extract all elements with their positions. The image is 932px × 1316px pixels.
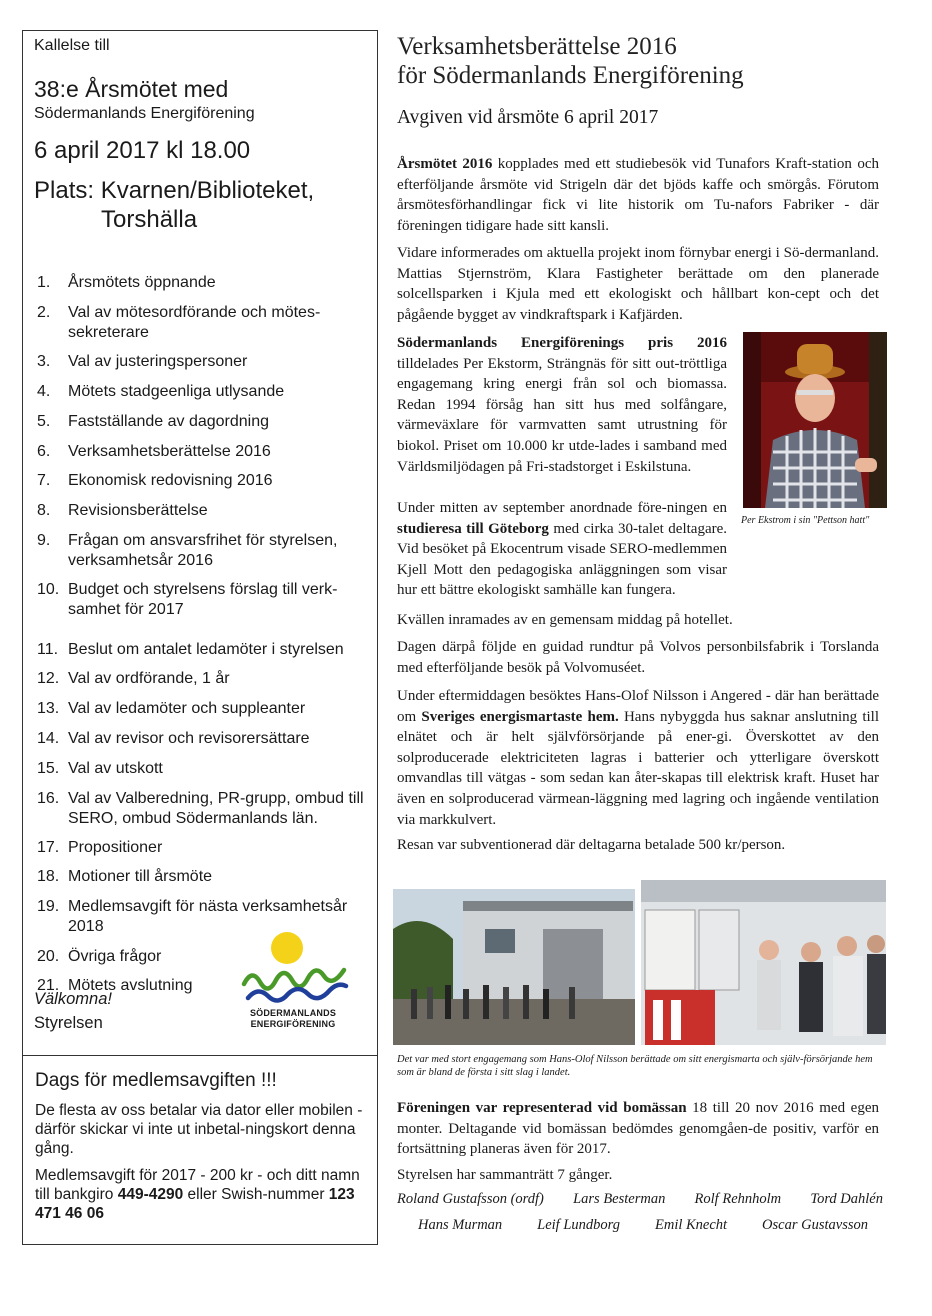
agenda-number: 11. bbox=[37, 641, 59, 658]
board-member: Tord Dahlén bbox=[810, 1191, 883, 1207]
paragraph-highlight: studieresa till Göteborg bbox=[397, 520, 549, 537]
paragraph-text: med cirka 30-talet deltagare. Vid besöket på Ekocentrum visade SERO-medlemmen Kjell Mott den pedagogiska anläggningen som visar hur ett bättre ekologiskt samhälle kan fungera. bbox=[397, 520, 727, 599]
fee-payment-details bbox=[35, 1166, 365, 1223]
agenda-text: Budget och styrelsens förslag till verk-samhet för 2017 bbox=[68, 581, 338, 618]
agenda-text: Årsmötets öppnande bbox=[68, 274, 216, 291]
sun-icon bbox=[271, 932, 303, 964]
agenda-text: Val av ledamöter och suppleanter bbox=[68, 700, 306, 717]
agenda-number: 19. bbox=[37, 898, 60, 915]
agenda-text: Medlemsavgift för nästa verksamhetsår 2018 bbox=[68, 898, 348, 935]
paragraph-text: Hans nybyggda hus saknar anslutning till elnätet och är helt självförsörjande på ener-gi. Överskottet av den solproducerade elektriciteten lagras i batterier och ytterligare överskott omvandlas till vätgas - som sedan kan åter-skapas till elektrisk kraft. Huset har även en solproducerad värmean-läggning med lagring och ingående ventilation via markkulvert. bbox=[397, 708, 880, 828]
agenda-text: Övriga frågor bbox=[68, 948, 162, 965]
agenda-number: 9. bbox=[37, 532, 51, 549]
paragraph-board-meetings: Styrelsen har sammanträtt 7 gånger. bbox=[397, 1167, 613, 1183]
invitation-box bbox=[22, 30, 378, 1056]
agenda-number: 18. bbox=[37, 868, 60, 885]
logo-text-line: ENERGIFÖRENING bbox=[250, 1019, 336, 1029]
agenda-text: Motioner till årsmöte bbox=[68, 868, 213, 885]
agenda-text: Beslut om antalet ledamöter i styrelsen bbox=[68, 641, 344, 658]
logo-text-line: SÖDERMANLANDS bbox=[249, 1008, 337, 1018]
fee-text: Medlemsavgift för 2017 - 200 kr - och ditt namn till bankgiro bbox=[35, 1167, 360, 1203]
agenda-number: 6. bbox=[37, 443, 51, 460]
paragraph-projects: Vidare informerades om aktuella projekt inom förnybar energi i Sö-dermanland. Mattias Stjernström, Klara Fastigheter berättade om den planerade solcellsparken i Kjula med ett ekologiskt och hållbart kon-cept och det pågående bygget av vindkraftspark i Kafjärden. bbox=[397, 245, 879, 323]
agenda-text: Propositioner bbox=[68, 839, 163, 856]
paragraph-volvo: Dagen därpå följde en guidad rundtur på Volvos personbilsfabrik i Torslanda med efterföljande besök på Volvomuséet. bbox=[397, 639, 879, 676]
portrait-caption: Per Ekstrom i sin "Pettson hatt" bbox=[741, 515, 870, 526]
agenda-number: 12. bbox=[37, 670, 60, 687]
agenda-number: 1. bbox=[37, 274, 51, 291]
portrait-photo bbox=[743, 332, 887, 508]
agenda-number: 15. bbox=[37, 760, 60, 777]
paragraph-lead: Årsmötet 2016 bbox=[397, 156, 493, 172]
agenda-number: 20. bbox=[37, 948, 60, 965]
paragraph-annual-meeting bbox=[397, 154, 879, 236]
meeting-date: 6 april 2017 kl 18.00 bbox=[34, 137, 251, 164]
board-member: Oscar Gustavsson bbox=[762, 1217, 868, 1233]
agenda-number: 10. bbox=[37, 581, 60, 598]
agenda-text: Val av justeringspersoner bbox=[68, 353, 248, 370]
board-member: Hans Murman bbox=[418, 1217, 503, 1233]
house-photo bbox=[393, 889, 635, 1045]
meeting-place-town: Torshälla bbox=[101, 206, 198, 233]
meeting-place: Plats: Kvarnen/Biblioteket, bbox=[34, 177, 315, 204]
paragraph-lead: Södermanlands Energiförenings pris 2016 bbox=[397, 335, 727, 351]
agenda-number: 13. bbox=[37, 700, 60, 717]
agenda-number: 5. bbox=[37, 413, 51, 430]
paragraph-text: kopplades med ett studiebesök vid Tunafors Kraft-station och efterföljande årsmöte vid Strigeln där det bjöds kaffe och smörgås. Förutom årsmötesförhandlingar fick vi lite historik om Tu-nafors Fabriker - där föreningen tidigare hade sitt kansli. bbox=[397, 156, 879, 234]
agenda-text: Mötets avslutning bbox=[68, 977, 193, 994]
board-members-row bbox=[397, 1191, 883, 1208]
fee-paragraph: De flesta av oss betalar via dator eller mobilen - därför skickar vi inte ut inbetal-ningskort denna gång. bbox=[35, 1102, 363, 1157]
agenda-text: Val av utskott bbox=[68, 760, 163, 777]
agenda-number: 4. bbox=[37, 383, 51, 400]
membership-fee-box bbox=[22, 1055, 378, 1245]
report-title-line: för Södermanlands Energiförening bbox=[397, 62, 744, 89]
fee-text: eller Swish-nummer bbox=[183, 1186, 329, 1203]
agenda-number: 16. bbox=[37, 790, 60, 807]
agenda-text: Val av ordförande, 1 år bbox=[68, 670, 230, 687]
agenda-number: 21. bbox=[37, 977, 60, 994]
report-subtitle: Avgiven vid årsmöte 6 april 2017 bbox=[397, 107, 659, 128]
agenda-text: Revisionsberättelse bbox=[68, 502, 208, 519]
invitation-intro: Kallelse till bbox=[34, 37, 110, 54]
paragraph-energy-home bbox=[397, 686, 879, 830]
meeting-organization: Södermanlands Energiförening bbox=[34, 105, 255, 122]
agenda-text: Mötets stadgeenliga utlysande bbox=[68, 383, 285, 400]
photo-caption: Det var med stort engagemang som Hans-Olof Nilsson berättade om sitt energismarta och själv-försörjande hem som är bland de första i sitt slag i landet. bbox=[397, 1054, 873, 1078]
paragraph-text: tilldelades Per Ekstorm, Strängnäs för sitt out-tröttliga engagemang kring energi från sol och biomassa. Redan 1994 försåg han sitt hus med solfångare, värmeväxlare för varmvatten samt utrustning för biokol. Priset om 10.000 kr utde-lades i samband med Världsmiljödagen på Fri-stadstorget i Eskilstuna. bbox=[397, 355, 727, 475]
report-title-line: Verksamhetsberättelse 2016 bbox=[397, 33, 677, 60]
paragraph-study-trip bbox=[397, 498, 727, 601]
paragraph-evening: Kvällen inramades av en gemensam middag på hotellet. bbox=[397, 612, 733, 628]
agenda-number: 3. bbox=[37, 353, 51, 370]
welcome-text: Välkomna! bbox=[34, 990, 112, 1008]
agenda-number: 17. bbox=[37, 839, 60, 856]
paragraph-subsidy: Resan var subventionerad där deltagarna betalade 500 kr/person. bbox=[397, 837, 786, 853]
agenda-number: 7. bbox=[37, 472, 51, 489]
board-member: Lars Besterman bbox=[573, 1191, 666, 1207]
agenda-text: Verksamhetsberättelse 2016 bbox=[68, 443, 271, 460]
board-member: Rolf Rehnholm bbox=[694, 1191, 782, 1207]
logo-green-wave bbox=[244, 970, 344, 989]
fee-heading: Dags för medlemsavgiften !!! bbox=[35, 1070, 277, 1091]
agenda-text: Val av revisor och revisorersättare bbox=[68, 730, 310, 747]
logo-wordmark bbox=[223, 1008, 363, 1030]
agenda-text: Ekonomisk redovisning 2016 bbox=[68, 472, 273, 489]
paragraph-prize bbox=[397, 333, 727, 477]
meeting-title: 38:e Årsmötet med bbox=[34, 76, 229, 102]
agenda-text: Fastställande av dagordning bbox=[68, 413, 270, 430]
agenda-number: 8. bbox=[37, 502, 51, 519]
agenda-text: Val av mötesordförande och mötes-sekreterare bbox=[68, 304, 321, 341]
paragraph-fair bbox=[397, 1098, 879, 1160]
agenda-number: 14. bbox=[37, 730, 60, 747]
board-member: Emil Knecht bbox=[654, 1217, 728, 1233]
agenda-text: Frågan om ansvarsfrihet för styrelsen, verksamhetsår 2016 bbox=[68, 532, 338, 569]
board-member: Leif Lundborg bbox=[537, 1217, 621, 1233]
paragraph-lead: Föreningen var representerad vid bomässan bbox=[397, 1100, 687, 1116]
interior-photo bbox=[641, 880, 886, 1045]
paragraph-text: Under mitten av september anordnade före-ningen en bbox=[397, 500, 727, 516]
report-title bbox=[397, 32, 744, 90]
signoff-text: Styrelsen bbox=[34, 1014, 103, 1032]
swish-number: 123 471 46 06 bbox=[35, 1186, 355, 1222]
agenda-text: Val av Valberedning, PR-grupp, ombud till SERO, ombud Södermanlands län. bbox=[68, 790, 364, 827]
paragraph-text: 18 till 20 nov 2016 med egen monter. Deltagande vid bomässan bedömdes genomgåen-de positiv, varför en fortsättning planeras även för 2017. bbox=[397, 1100, 879, 1158]
agenda-number: 2. bbox=[37, 304, 51, 321]
bankgiro-number: 449-4290 bbox=[117, 1186, 184, 1203]
board-member: Roland Gustafsson (ordf) bbox=[397, 1191, 544, 1207]
paragraph-text: Under eftermiddagen besöktes Hans-Olof Nilsson i Angered - där han berättade om bbox=[397, 688, 879, 725]
board-members-row bbox=[418, 1217, 868, 1234]
paragraph-highlight: Sveriges energismartaste hem. bbox=[421, 708, 619, 725]
